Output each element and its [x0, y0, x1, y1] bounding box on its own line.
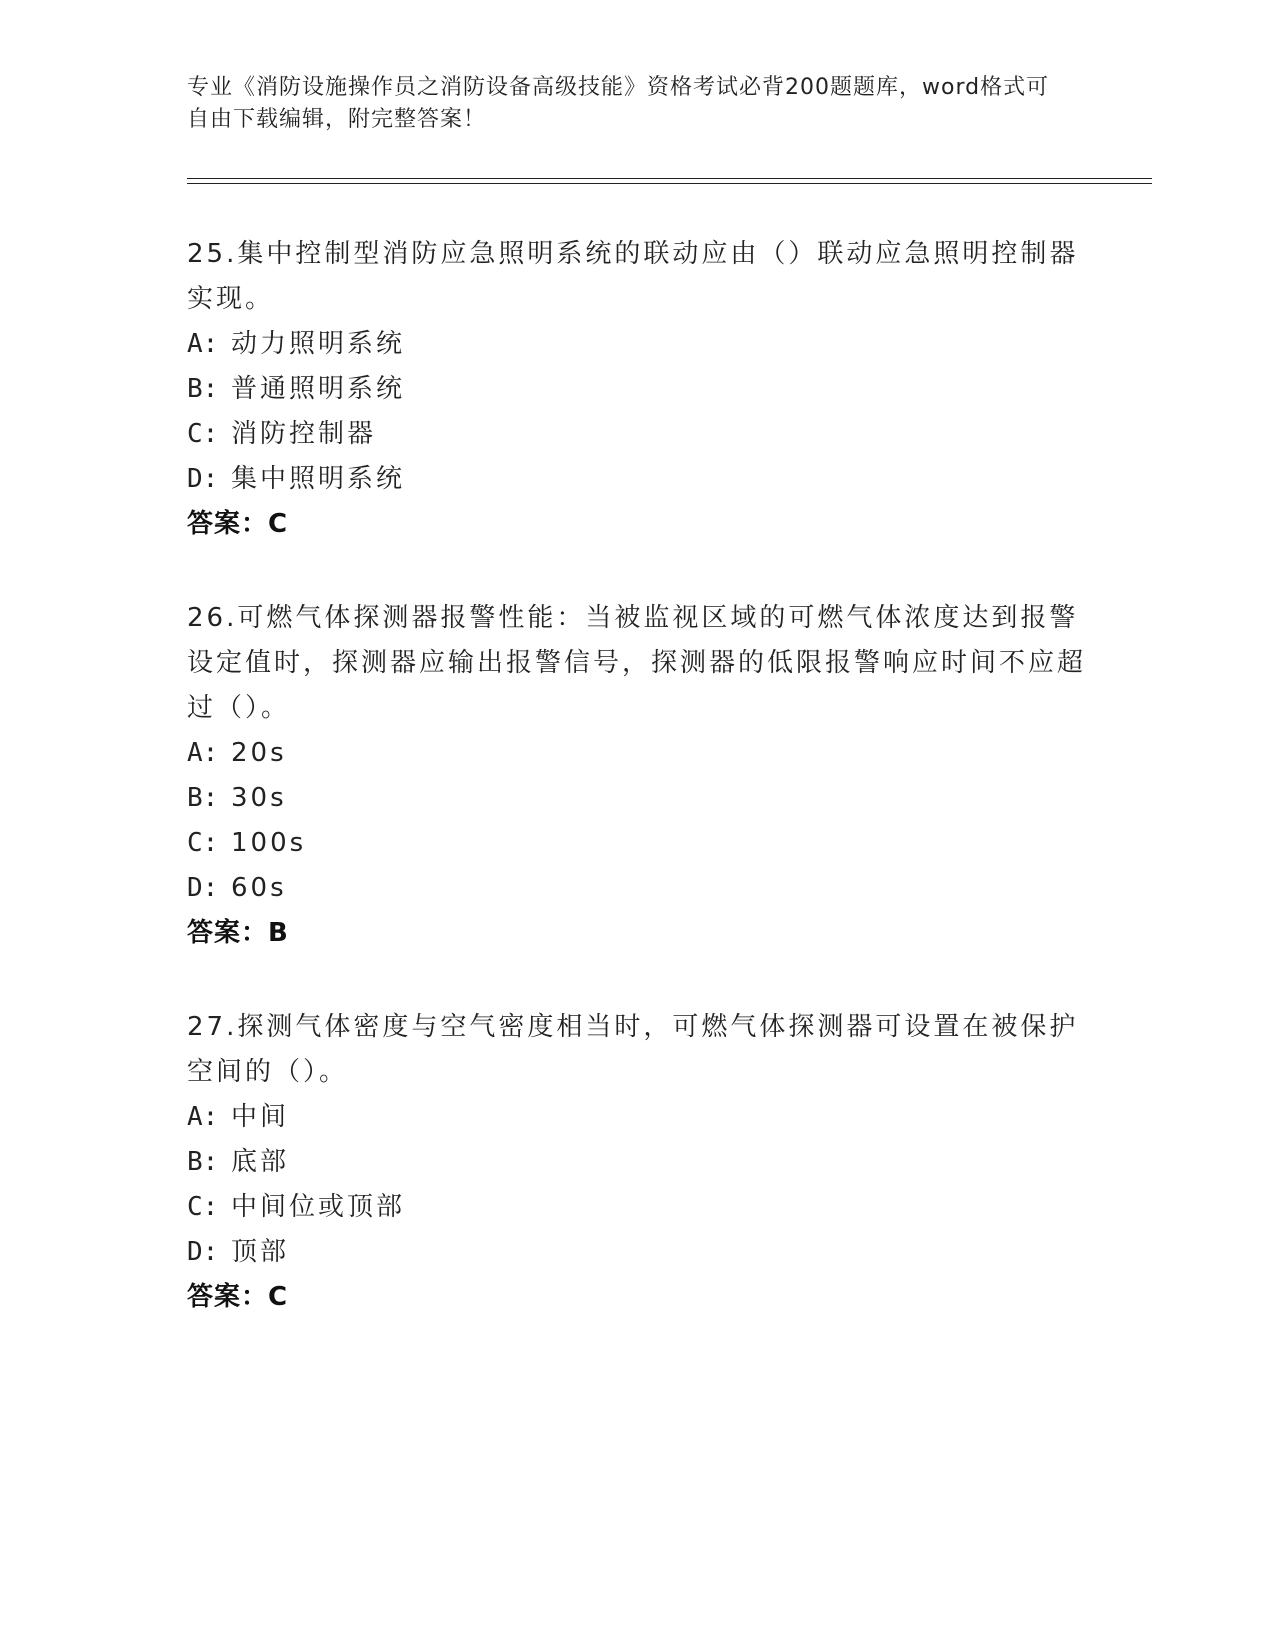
option-text: 中间	[231, 1102, 290, 1132]
question-25	[187, 232, 1087, 547]
option-letter: A:	[187, 1102, 219, 1132]
option-letter: B:	[187, 783, 219, 813]
question-26	[187, 596, 1087, 956]
header-divider-bottom	[187, 183, 1152, 184]
question-stem: 25.集中控制型消防应急照明系统的联动应由（）联动应急照明控制器实现。	[187, 239, 1079, 314]
option-text: 中间位或顶部	[231, 1192, 406, 1222]
option-d	[187, 457, 1087, 502]
option-text: 100s	[231, 828, 307, 858]
option-letter: C:	[187, 1192, 219, 1222]
option-letter: D:	[187, 464, 219, 494]
option-b	[187, 776, 1087, 821]
option-c	[187, 821, 1087, 866]
question-stem: 26.可燃气体探测器报警性能：当被监视区域的可燃气体浓度达到报警设定值时，探测器应输出报警信号，探测器的低限报警响应时间不应超过（）。	[187, 603, 1087, 723]
option-letter: C:	[187, 828, 219, 858]
option-text: 顶部	[231, 1237, 290, 1267]
option-letter: A:	[187, 738, 219, 768]
option-a	[187, 731, 1087, 776]
document-header: 专业《消防设施操作员之消防设备高级技能》资格考试必背200题题库，word格式可自由下载编辑，附完整答案！	[187, 75, 1050, 132]
option-b	[187, 1140, 1087, 1185]
answer-label: 答案：C	[187, 1282, 289, 1312]
option-letter: B:	[187, 1147, 219, 1177]
option-text: 30s	[231, 783, 287, 813]
option-text: 20s	[231, 738, 287, 768]
option-c	[187, 412, 1087, 457]
option-d	[187, 866, 1087, 911]
answer-label: 答案：C	[187, 509, 289, 539]
option-letter: C:	[187, 419, 219, 449]
option-c	[187, 1185, 1087, 1230]
option-text: 集中照明系统	[231, 464, 406, 494]
option-b	[187, 367, 1087, 412]
option-letter: B:	[187, 374, 219, 404]
option-letter: D:	[187, 1237, 219, 1267]
answer-label: 答案：B	[187, 918, 289, 948]
question-stem: 27.探测气体密度与空气密度相当时，可燃气体探测器可设置在被保护空间的（）。	[187, 1012, 1079, 1087]
option-text: 底部	[231, 1147, 290, 1177]
option-text: 消防控制器	[231, 419, 377, 449]
option-text: 60s	[231, 873, 287, 903]
header-divider-top	[187, 178, 1152, 179]
option-a	[187, 322, 1087, 367]
option-text: 动力照明系统	[231, 329, 406, 359]
option-letter: D:	[187, 873, 219, 903]
question-27	[187, 1005, 1087, 1320]
option-text: 普通照明系统	[231, 374, 406, 404]
option-d	[187, 1230, 1087, 1275]
option-a	[187, 1095, 1087, 1140]
option-letter: A:	[187, 329, 219, 359]
